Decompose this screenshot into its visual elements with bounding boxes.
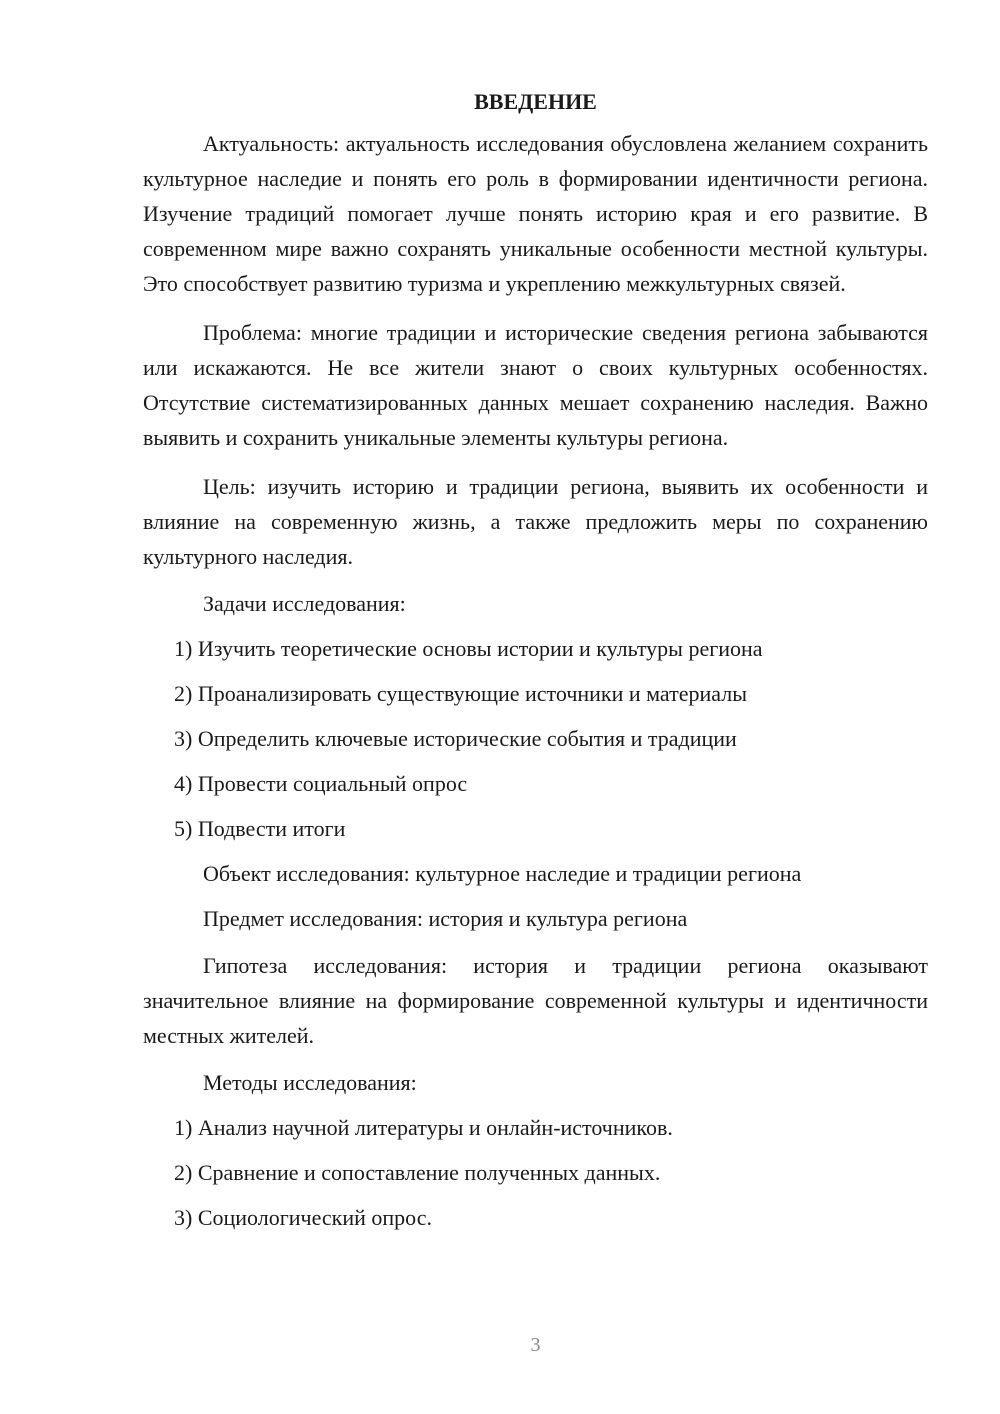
hypothesis-paragraph: Гипотеза исследования: история и традиции региона оказывают значительное влияние на формирование современной культуры и идентичности местных жителей. bbox=[143, 953, 928, 1048]
methods-heading: Методы исследования: bbox=[203, 1070, 417, 1095]
list-item: 4) Провести социальный опрос bbox=[174, 771, 468, 796]
list-item: 5) Подвести итоги bbox=[174, 816, 346, 841]
page-number: 3 bbox=[530, 1334, 541, 1356]
list-item: 2) Сравнение и сопоставление полученных данных. bbox=[174, 1160, 661, 1185]
methods-list bbox=[143, 1112, 928, 1233]
list-item: 1) Анализ научной литературы и онлайн-источников. bbox=[174, 1115, 673, 1140]
list-item: 2) Проанализировать существующие источники и материалы bbox=[174, 681, 747, 706]
list-item: 1) Изучить теоретические основы истории и культуры региона bbox=[174, 636, 763, 661]
page-content bbox=[143, 88, 928, 1247]
object-line: Объект исследования: культурное наследие и традиции региона bbox=[203, 861, 802, 886]
subject-line: Предмет исследования: история и культура региона bbox=[203, 906, 688, 931]
problem-paragraph: Проблема: многие традиции и исторические сведения региона забываются или искажаются. Не все жители знают о своих культурных особенностях. Отсутствие систематизированных данных мешает сохранению наследия. Важно выявить и сохранить уникальные элементы культуры региона. bbox=[143, 320, 928, 450]
list-item: 3) Определить ключевые исторические события и традиции bbox=[174, 726, 737, 751]
goal-paragraph: Цель: изучить историю и традиции региона, выявить их особенности и влияние на современную жизнь, а также предложить меры по сохранению культурного наследия. bbox=[143, 474, 928, 569]
list-item: 3) Социологический опрос. bbox=[174, 1205, 432, 1230]
tasks-list bbox=[143, 633, 928, 844]
tasks-heading: Задачи исследования: bbox=[203, 591, 406, 616]
relevance-paragraph: Актуальность: актуальность исследования обусловлена желанием сохранить культурное наследие и понять его роль в формировании идентичности региона. Изучение традиций помогает лучше понять историю края и его развитие. В современном мире важно сохранять уникальные особенности местной культуры. Это способствует развитию туризма и укреплению межкультурных связей. bbox=[143, 131, 928, 296]
page-title: ВВЕДЕНИЕ bbox=[474, 89, 597, 114]
